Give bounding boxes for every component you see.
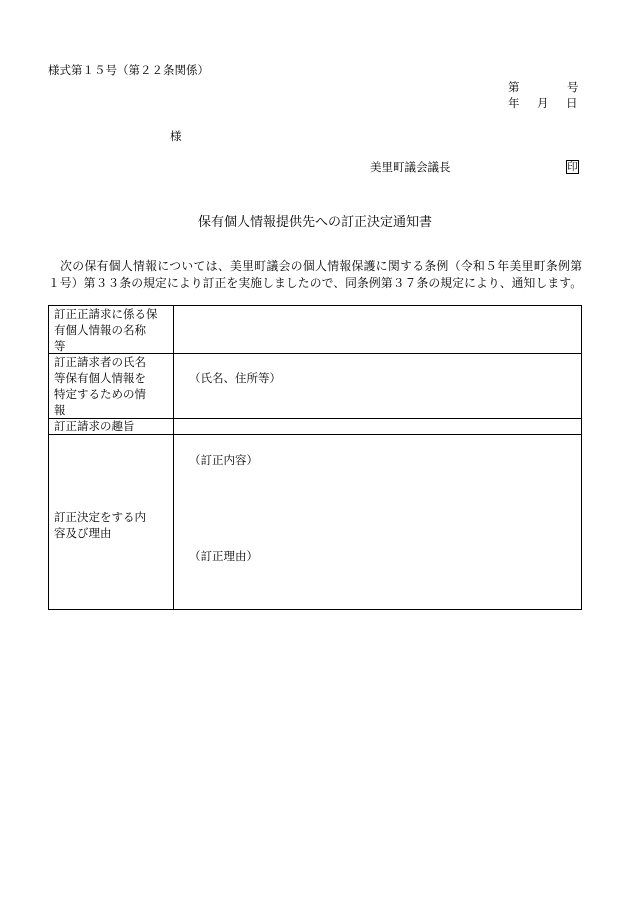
table-label-requester-info: 訂正請求者の氏名 等保有個人情報を 特定するための情 報 <box>49 354 174 419</box>
recipient-honorific: 様 <box>170 129 182 143</box>
table-value-decision <box>174 435 581 609</box>
notice-text: 次の保有個人情報については、美里町議会の個人情報保護に関する条例（令和５年美里町条例第 １号）第３３条の規定により訂正を実施しましたので、同条例第３７条の規定により、通知します。 <box>48 259 582 290</box>
document-title: 保有個人情報提供先への訂正決定通知書 <box>197 215 432 230</box>
table-label-requested-info: 訂正正請求に係る保 有個人情報の名称 等 <box>49 306 174 354</box>
table-label-request-purpose: 訂正請求の趣旨 <box>49 419 174 435</box>
table-label-decision <box>49 435 174 609</box>
table-value-requested-info <box>174 306 581 354</box>
sender-title: 美里町議会議長 <box>370 160 451 174</box>
seal-mark: 印 <box>567 161 578 173</box>
correction-reason-hint: （訂正理由） <box>189 549 258 563</box>
requester-info-hint: （氏名、住所等） <box>189 371 281 385</box>
decision-label-text: 訂正決定をする内 容及び理由 <box>54 510 146 540</box>
form-number: 様式第１５号（第２２条関係） <box>48 63 209 77</box>
notice-table <box>48 305 582 610</box>
document-number: 第 号 <box>508 80 579 94</box>
table-value-requester-info <box>174 354 581 419</box>
issue-date: 年 月 日 <box>508 96 581 110</box>
correction-content-hint: （訂正内容） <box>189 453 258 467</box>
table-value-request-purpose <box>174 419 581 435</box>
